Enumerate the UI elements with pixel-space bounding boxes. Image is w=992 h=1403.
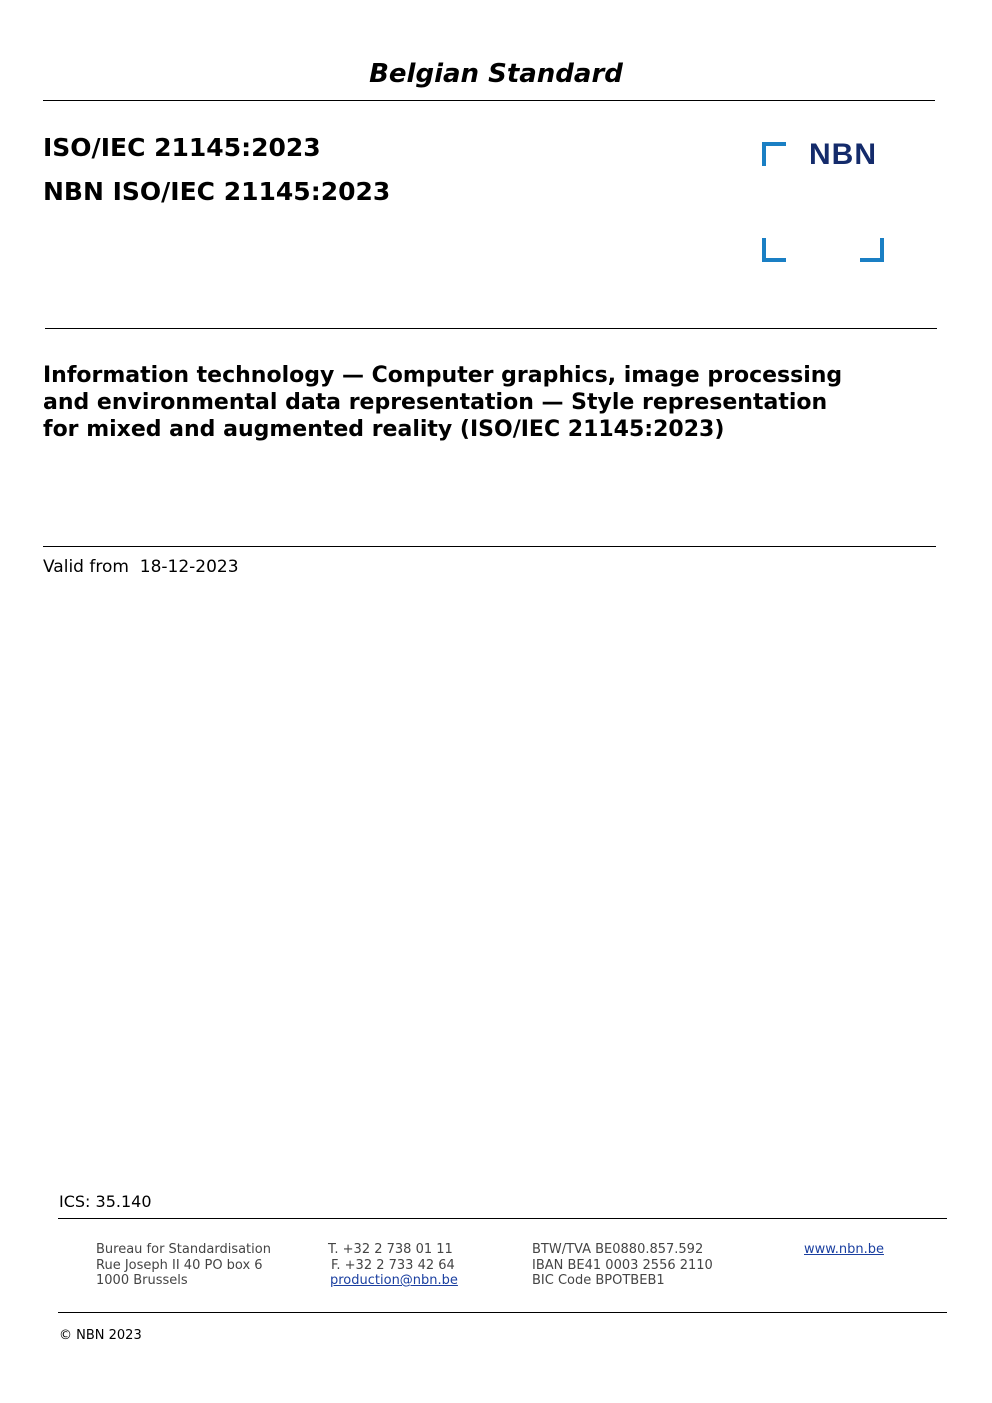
logo-corner-bottom-left-icon: [762, 238, 786, 262]
logo-corner-top-left-icon: [762, 142, 786, 166]
iban-number: IBAN BE41 0003 2556 2110: [532, 1257, 713, 1273]
iso-standard-number: ISO/IEC 21145:2023: [43, 133, 321, 162]
header-divider: [43, 100, 935, 101]
title-bottom-divider: [43, 546, 936, 547]
title-top-divider: [45, 328, 937, 329]
footer-top-divider: [58, 1218, 947, 1219]
phone-number: T. +32 2 738 01 11: [328, 1242, 453, 1257]
website-link[interactable]: www.nbn.be: [804, 1242, 884, 1257]
footer-bank-details: [532, 1242, 713, 1289]
address-line: 1000 Brussels: [96, 1273, 188, 1288]
ics-code: ICS: 35.140: [59, 1192, 152, 1211]
vat-number: BTW/TVA BE0880.857.592: [532, 1242, 704, 1257]
footer-address: [96, 1242, 271, 1289]
email-link[interactable]: production@nbn.be: [330, 1273, 458, 1288]
valid-from-date: 18-12-2023: [139, 557, 239, 577]
footer-contact: [328, 1242, 458, 1289]
footer-bottom-divider: [58, 1312, 947, 1313]
valid-from: [43, 556, 239, 578]
copyright-notice: © NBN 2023: [59, 1328, 142, 1343]
valid-from-label: Valid from: [43, 557, 129, 577]
logo-text: NBN: [809, 138, 877, 171]
logo-corner-bottom-right-icon: [860, 238, 884, 262]
fax-number: F. +32 2 733 42 64: [331, 1257, 455, 1273]
nbn-standard-number: NBN ISO/IEC 21145:2023: [43, 177, 391, 206]
page-header-title: Belgian Standard: [369, 59, 623, 89]
document-title: Information technology — Computer graphics, image processing and environmental data representation — Style representation for mixed and augmented reality (ISO/IEC 21145:2023): [43, 363, 843, 442]
address-line: Bureau for Standardisation: [96, 1242, 271, 1257]
address-line: Rue Joseph II 40 PO box 6: [96, 1257, 263, 1273]
footer-website: [804, 1242, 884, 1258]
nbn-logo: [762, 138, 884, 262]
bic-code: BIC Code BPOTBEB1: [532, 1273, 665, 1288]
